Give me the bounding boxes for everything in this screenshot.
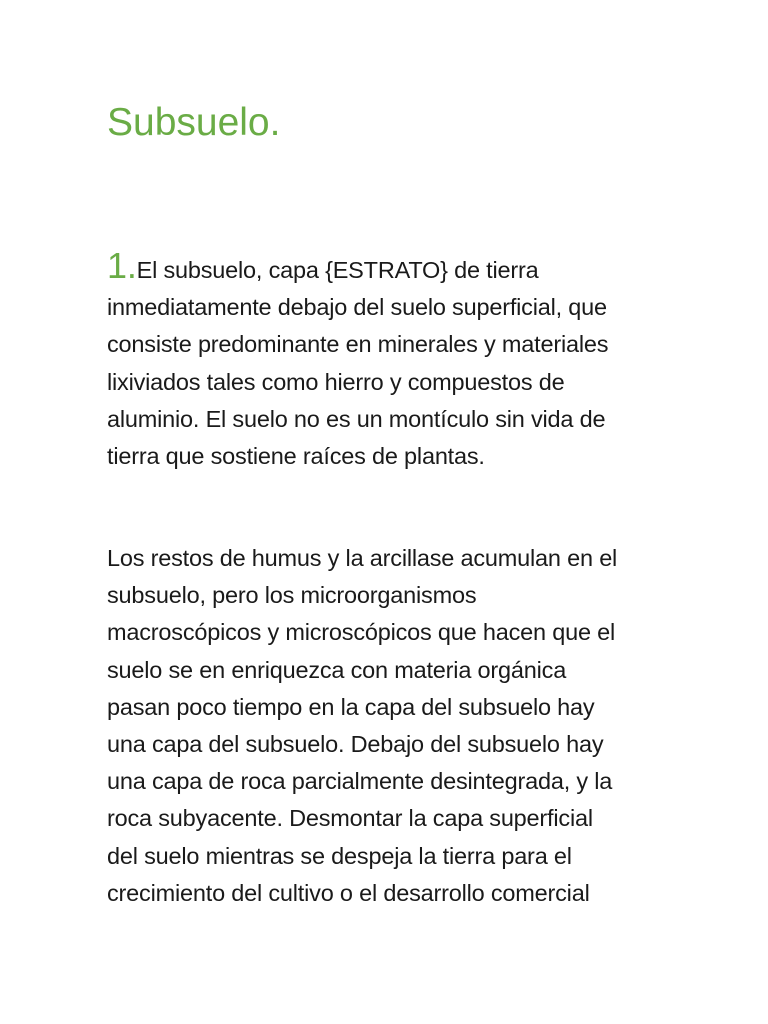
paragraph-line: roca subyacente. Desmontar la capa superficial	[107, 805, 593, 832]
paragraph-line: una capa de roca parcialmente desintegrada, y la	[107, 768, 613, 795]
paragraph-line: Los restos de humus y la arcillase acumulan en el	[107, 545, 618, 571]
paragraph-line: una capa del subsuelo. Debajo del subsuelo hay	[107, 731, 604, 758]
paragraph-line: lixiviados tales como hierro y compuestos de	[107, 368, 565, 395]
paragraph-line: tierra que sostiene raíces de plantas.	[107, 443, 485, 470]
paragraph-2	[107, 540, 687, 912]
paragraph-line: inmediatamente debajo del suelo superficial, que	[107, 294, 607, 321]
paragraph-line	[107, 247, 687, 289]
paragraph-number: 1.	[107, 245, 137, 286]
paragraph-1	[107, 247, 687, 475]
document-title: Subsuelo.	[107, 101, 281, 144]
paragraph-line: suelo se en enriquezca con materia orgánica	[107, 656, 567, 683]
paragraph-line-text: El subsuelo, capa {ESTRATO} de tierra	[136, 257, 539, 283]
paragraph-line: crecimiento del cultivo o el desarrollo comercial	[107, 879, 590, 906]
paragraph-line: pasan poco tiempo en la capa del subsuelo hay	[107, 693, 595, 720]
paragraph-line: del suelo mientras se despeja la tierra para el	[107, 842, 572, 869]
paragraph-line: consiste predominante en minerales y materiales	[107, 331, 609, 358]
paragraph-line: aluminio. El suelo no es un montículo sin vida de	[107, 405, 606, 432]
paragraph-line: subsuelo, pero los microorganismos	[107, 582, 477, 609]
paragraph-line: macroscópicos y microscópicos que hacen que el	[107, 619, 616, 646]
